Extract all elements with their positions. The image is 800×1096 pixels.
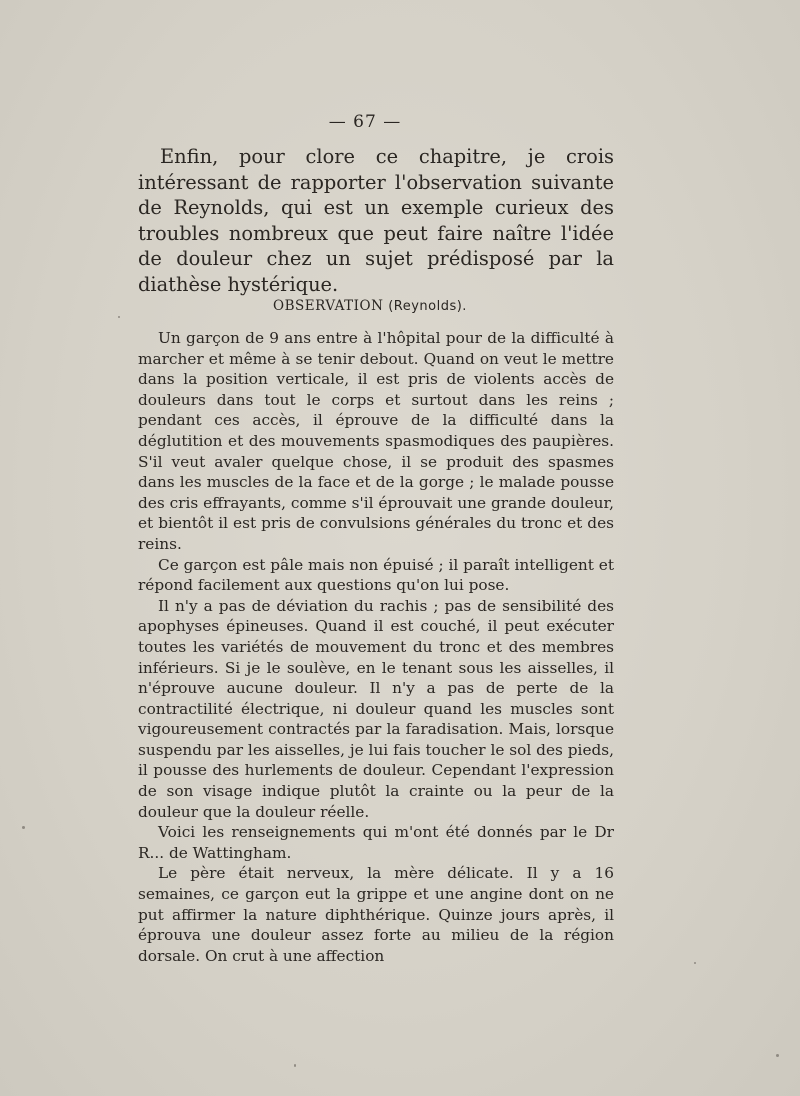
paper-speck	[694, 962, 696, 964]
observation-paragraph: Voici les renseignements qui m'ont été donnés par le Dr R... de Wattingham.	[138, 823, 614, 862]
paper-speck	[118, 316, 120, 318]
paper-speck	[22, 826, 25, 829]
observation-paragraph: Un garçon de 9 ans entre à l'hôpital pour de la difficulté à marcher et même à se tenir debout. Quand on veut le mettre dans la position verticale, il est pris de violents accès de douleurs dans tout le corps et surtout dans les reins ; pendant ces accès, il éprouve de la difficulté dans la déglutition et des mouvements spasmodiques des paupières. S'il veut avaler quelque chose, il se produit des spasmes dans les muscles de la face et de la gorge ; le malade pousse des cris effrayants, comme s'il éprouvait une grande douleur, et bientôt il est pris de convulsions générales du tronc et des reins.	[138, 329, 614, 553]
paper-speck	[294, 1064, 296, 1067]
observation-heading	[0, 298, 740, 314]
observation-body	[138, 328, 614, 966]
observation-paragraph: Il n'y a pas de déviation du rachis ; pas de sensibilité des apophyses épineuses. Quand il est couché, il peut exécuter toutes les variétés de mouvement du tronc et des membres inférieurs. Si je le soulève, en le tenant sous les aisselles, il n'éprouve aucune douleur. Il n'y a pas de perte de la contractilité électrique, ni douleur quand les muscles sont vigoureusement contractés par la faradisation. Mais, lorsque suspendu par les aisselles, je lui fais toucher le sol des pieds, il pousse des hurlements de douleur. Cependant l'expression de son visage indique plutôt la crainte ou la peur de la douleur que la douleur réelle.	[138, 596, 614, 821]
page-number: — 67 —	[328, 112, 402, 132]
observation-heading-title: OBSERVATION	[273, 298, 389, 314]
observation-paragraph: Ce garçon est pâle mais non épuisé ; il paraît intelligent et répond facilement aux questions qu'on lui pose.	[138, 555, 614, 595]
intro-paragraph-block	[138, 144, 614, 298]
observation-heading-author: (Reynolds).	[388, 299, 467, 314]
intro-paragraph: Enfin, pour clore ce chapitre, je crois intéressant de rapporter l'observation suivante de Reynolds, qui est un exemple curieux des troubles nombreux que peut faire naître l'idée de douleur chez un sujet prédisposé par la diathèse hystérique.	[138, 145, 614, 296]
observation-paragraph: Le père était nerveux, la mère délicate. Il y a 16 semaines, ce garçon eut la grippe et une angine dont on ne put affirmer la nature diphthérique. Quinze jours après, il éprouva une douleur assez forte au milieu de la région dorsale. On crut à une affection	[138, 864, 614, 965]
paper-speck	[776, 1054, 779, 1057]
